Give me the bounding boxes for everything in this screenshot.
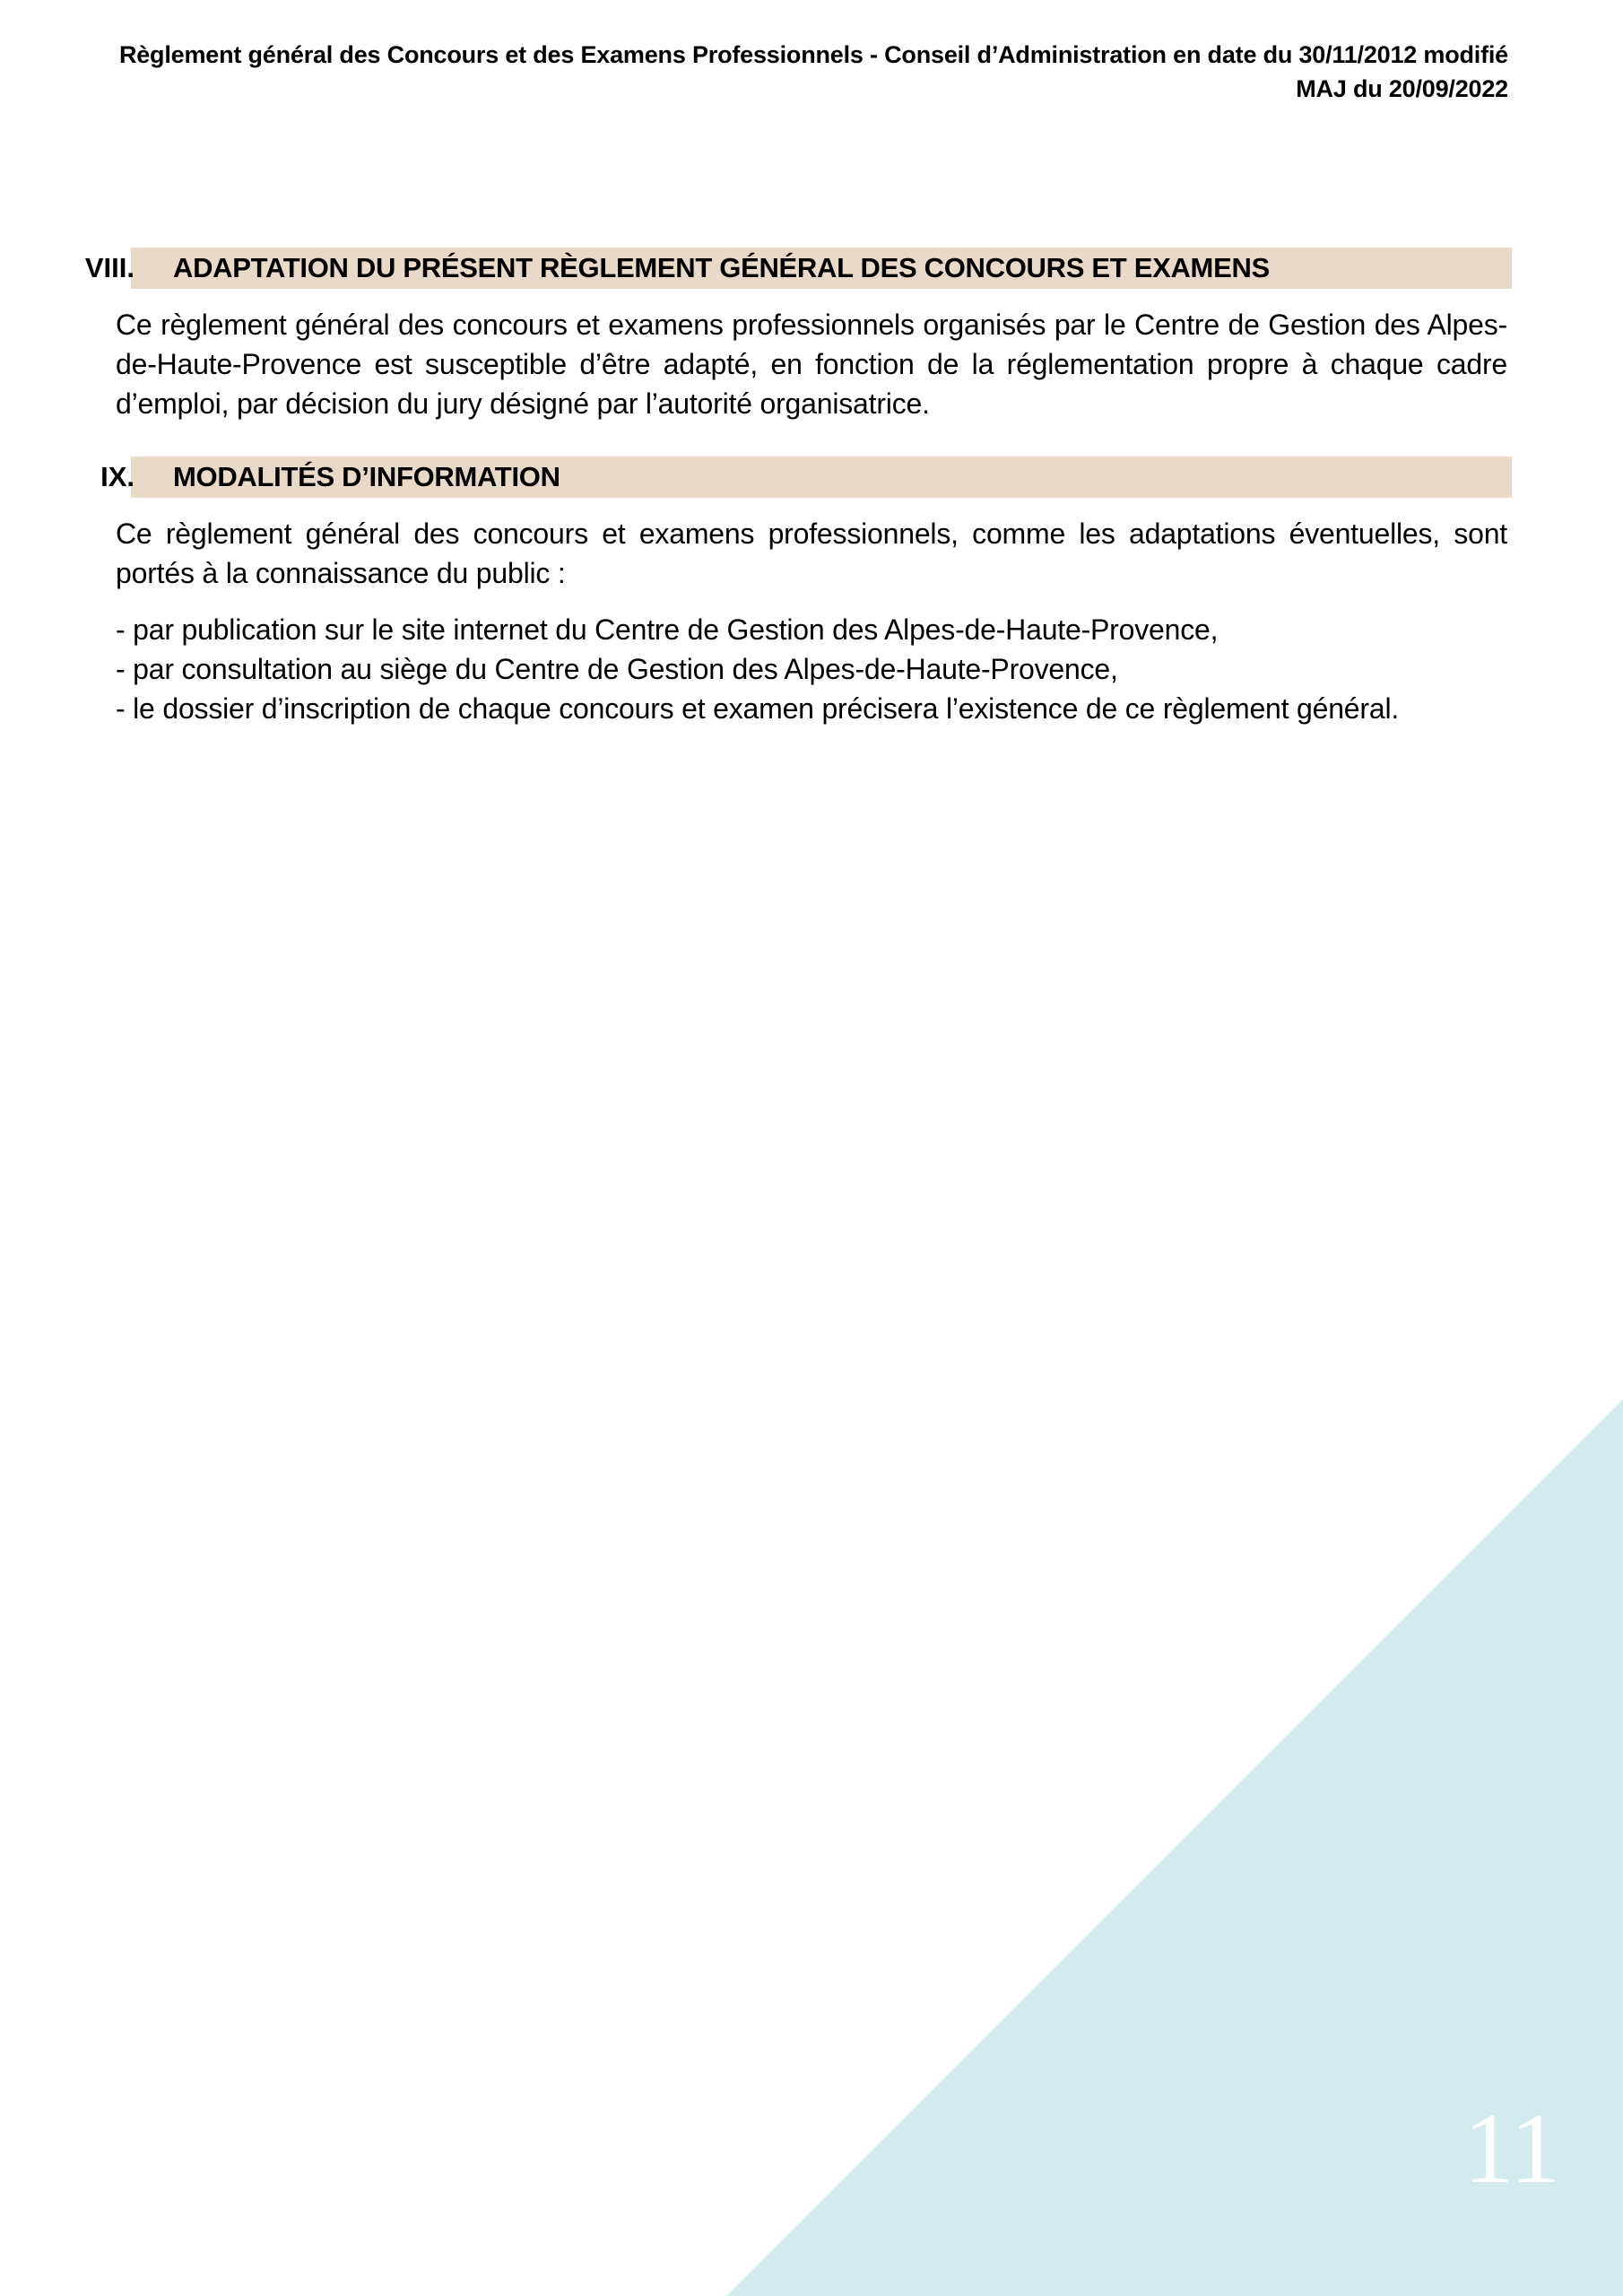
header-title-line: Règlement général des Concours et des Examens Professionnels - Conseil d’Administration en date du 30/11/2012 modifié (118, 41, 1508, 68)
running-header (74, 38, 1508, 106)
page-number: 11 (1463, 2093, 1560, 2205)
section-ix-title: MODALITÉS D’INFORMATION (173, 461, 560, 492)
header-update-line: MAJ du 20/09/2022 (1296, 75, 1508, 102)
section-viii-number: VIII. (84, 252, 135, 283)
list-item: - le dossier d’inscription de chaque concours et examen précisera l’existence de ce règlement général. (116, 692, 1400, 725)
list-item: - par publication sur le site internet du Centre de Gestion des Alpes-de-Haute-Provence, (116, 613, 1219, 646)
section-ix-list (116, 610, 1550, 728)
list-item: - par consultation au siège du Centre de Gestion des Alpes-de-Haute-Provence, (116, 653, 1118, 685)
section-ix-paragraph: Ce règlement général des concours et examens professionnels, comme les adaptations éventuelles, sont portés à la connaissance du public : (116, 517, 1507, 589)
section-viii-title: ADAPTATION DU PRÉSENT RÈGLEMENT GÉNÉRAL DES CONCOURS ET EXAMENS (173, 252, 1270, 283)
section-ix-number: IX. (100, 461, 135, 492)
section-viii-paragraph: Ce règlement général des concours et examens professionnels organisés par le Centre de Gestion des Alpes-de-Haute-Provence est susceptible d’être adapté, en fonction de la réglementation propre à chaque cadre d’emploi, par décision du jury désigné par l’autorité organisatrice. (116, 309, 1507, 420)
